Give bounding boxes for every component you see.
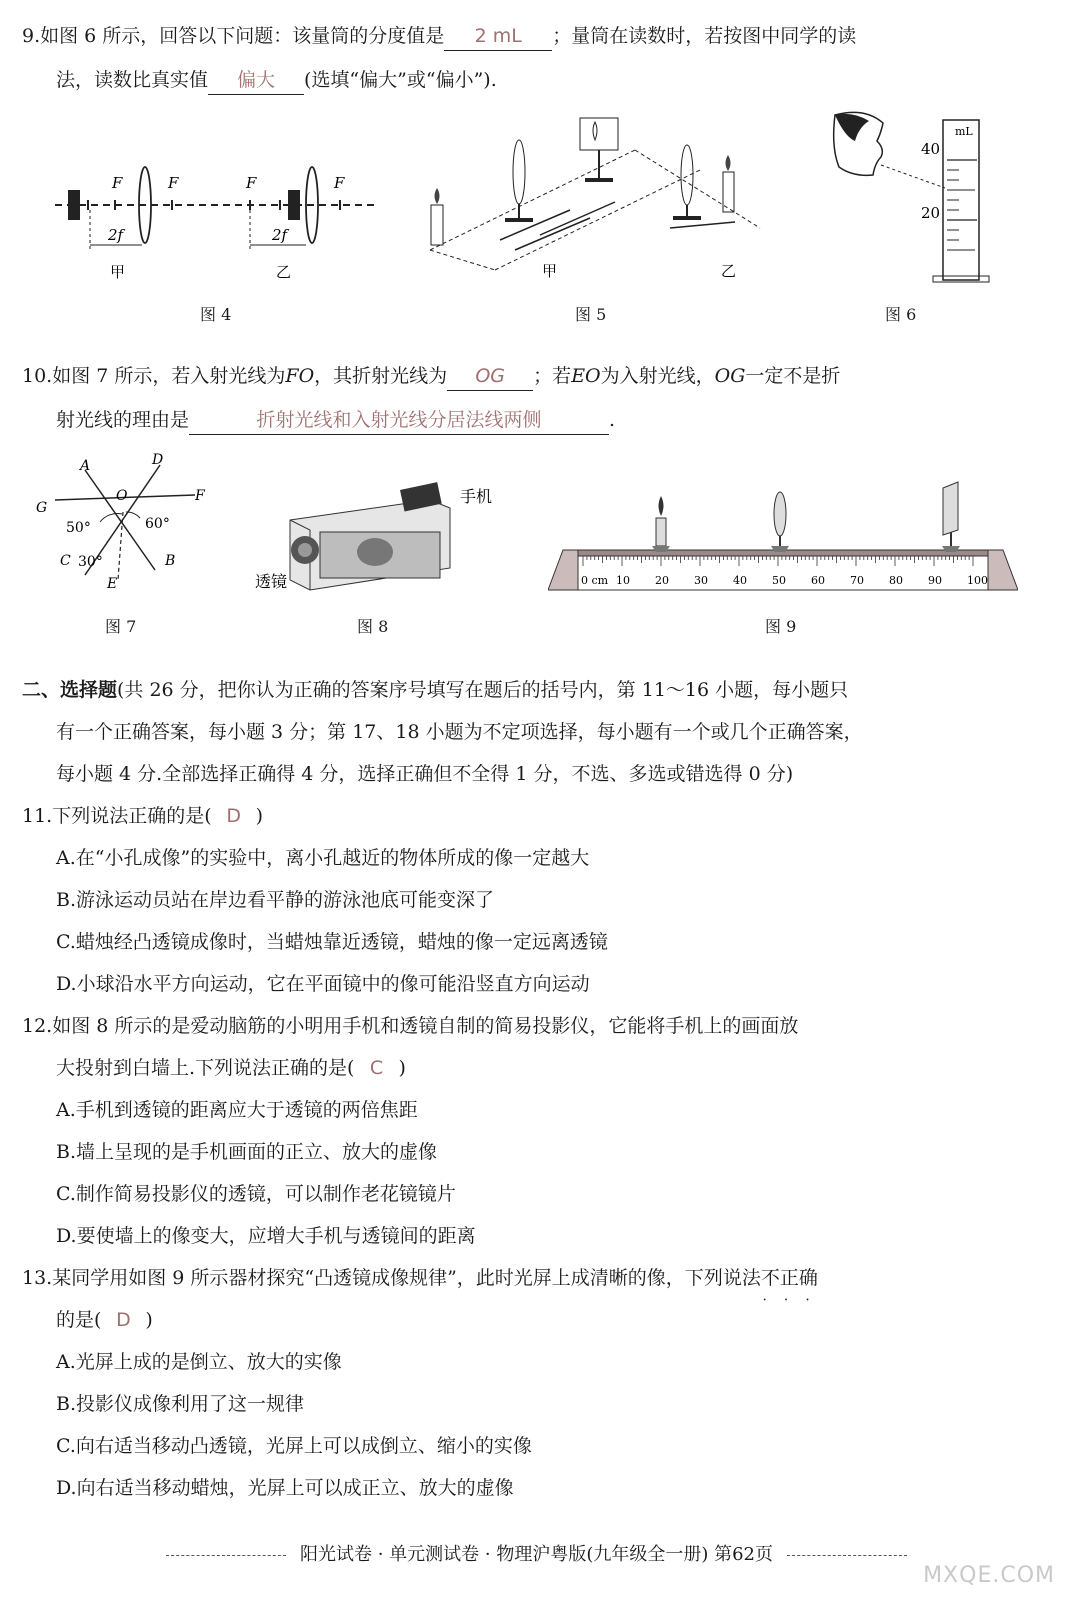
- page-footer: [0, 1540, 1073, 1566]
- fig8-label-lens: 透镜: [255, 572, 288, 591]
- q12-stem-line2: 大投射到白墙上.下列说法正确的是( C ): [56, 1054, 406, 1082]
- fig6-caption: 图 6: [885, 305, 917, 324]
- section2-line3: 每小题 4 分.全部选择正确得 4 分，选择正确但不全得 1 分，不选、多选或错选得 0 分): [56, 763, 794, 785]
- q13-stem-line1: 13.某同学用如图 9 所示器材探究“凸透镜成像规律”，此时光屏上成清晰的像，下列说法不正确 • • •: [22, 1264, 818, 1292]
- fig8-caption: 图 8: [357, 617, 389, 636]
- fig9-tick-label: 100: [967, 574, 988, 587]
- fig7-caption: 图 7: [105, 617, 137, 636]
- q13-emphasis: 不正确 • • •: [761, 1267, 818, 1289]
- fig9-tick-label: 90: [928, 574, 942, 587]
- q11-answer: D: [226, 805, 241, 827]
- q12-option-a: A.手机到透镜的距离应大于透镜的两倍焦距: [56, 1099, 418, 1121]
- fig9-tick-label: 40: [733, 574, 747, 587]
- figure-7: [30, 450, 230, 600]
- q11-option-a: A.在“小孔成像”的实验中，离小孔越近的物体所成的像一定越大: [56, 847, 590, 869]
- q9-answer-1: 2 mL: [444, 22, 552, 51]
- fig9-tick-label: 50: [772, 574, 786, 587]
- fig5-label-jia: 甲: [542, 262, 558, 280]
- section2-line1: 二、选择题(共 26 分，把你认为正确的答案序号填写在题后的括号内，第 11～16 小题，每小题只: [22, 679, 849, 701]
- q13-answer: D: [116, 1309, 131, 1331]
- q13-option-a: A.光屏上成的是倒立、放大的实像: [56, 1351, 342, 1373]
- fig4-f-left: F: [112, 174, 123, 192]
- fig9-tick-label: 10: [616, 574, 630, 587]
- fig7-label-G: G: [36, 500, 48, 516]
- q11-option-d: D.小球沿水平方向运动，它在平面镜中的像可能沿竖直方向运动: [56, 973, 590, 995]
- q12-option-d: D.要使墙上的像变大，应增大手机与透镜间的距离: [56, 1225, 476, 1247]
- fig4-f-right-2: F: [334, 174, 345, 192]
- fig5-label-yi: 乙: [721, 262, 737, 280]
- fig9-tick-label: 80: [889, 574, 903, 587]
- fig7-label-C: C: [60, 553, 71, 569]
- fig8-label-phone: 手机: [460, 487, 493, 506]
- fig7-angle-50: 50°: [66, 520, 91, 536]
- fig4-label-jia: 甲: [110, 263, 126, 281]
- q10-line2: 射光线的理由是 折射光线和入射光线分居法线两侧 .: [56, 406, 615, 435]
- fig4-2f-right: 2f: [272, 226, 288, 244]
- fig9-tick-label: 20: [655, 574, 669, 587]
- fig4-f-right: F: [168, 174, 179, 192]
- section2-line2: 有一个正确答案，每小题 3 分；第 17、18 小题为不定项选择，每小题有一个或几个正确答案，: [56, 721, 863, 743]
- section2-title: 二、选择题: [22, 679, 118, 701]
- figure-5: [425, 110, 775, 290]
- watermark: MXQE.COM: [923, 1563, 1055, 1588]
- fig9-tick-label: 70: [850, 574, 864, 587]
- fig7-label-F: F: [195, 488, 205, 504]
- fig7-label-E: E: [107, 576, 118, 592]
- q13-option-b: B.投影仪成像利用了这一规律: [56, 1393, 305, 1415]
- q10-answer-1: OG: [447, 362, 533, 391]
- fig5-caption: 图 5: [575, 305, 607, 324]
- q12-option-b: B.墙上呈现的是手机画面的正立、放大的虚像: [56, 1141, 438, 1163]
- fig7-angle-60: 60°: [145, 516, 170, 532]
- figure-8: [250, 470, 520, 600]
- figure-6: [825, 110, 1015, 290]
- fig9-tick-label: 30: [694, 574, 708, 587]
- fig7-label-D: D: [152, 452, 164, 468]
- fig4-label-yi: 乙: [276, 263, 292, 281]
- figure-4: [50, 160, 380, 290]
- footer-text: 阳光试卷 · 单元测试卷 · 物理沪粤版(九年级全一册) 第62页: [300, 1544, 773, 1565]
- fig7-label-A: A: [80, 458, 91, 474]
- fig9-tick-label: 0 cm: [581, 574, 609, 587]
- q11-stem: 11.下列说法正确的是( D ): [22, 802, 263, 830]
- fig4-caption: 图 4: [200, 305, 232, 324]
- q13-option-d: D.向右适当移动蜡烛，光屏上可以成正立、放大的虚像: [56, 1477, 514, 1499]
- fig4-2f-left: 2f: [108, 226, 124, 244]
- fig9-tick-label: 60: [811, 574, 825, 587]
- q9-line2: 法，读数比真实值 偏大 (选填“偏大”或“偏小”).: [56, 66, 497, 95]
- figure-9: [548, 480, 1018, 595]
- fig6-tick-20: 20: [921, 204, 941, 222]
- q9-line1: 9.如图 6 所示，回答以下问题：该量筒的分度值是 2 mL ；量筒在读数时，若按图中同学的读: [22, 22, 856, 51]
- fig4-f-left-2: F: [246, 174, 257, 192]
- q12-stem-line1: 12.如图 8 所示的是爱动脑筋的小明用手机和透镜自制的简易投影仪，它能将手机上的画面放: [22, 1015, 799, 1037]
- q9-answer-2: 偏大: [208, 66, 304, 95]
- q10-line1: 10.如图 7 所示，若入射光线为FO，其折射光线为 OG ；若EO为入射光线，OG一定不是折: [22, 362, 840, 391]
- fig6-unit: mL: [955, 125, 973, 138]
- q13-option-c: C.向右适当移动凸透镜，光屏上可以成倒立、缩小的实像: [56, 1435, 532, 1457]
- fig6-tick-40: 40: [921, 140, 941, 158]
- q11-option-b: B.游泳运动员站在岸边看平静的游泳池底可能变深了: [56, 889, 495, 911]
- fig7-label-B: B: [165, 553, 176, 569]
- q12-answer: C: [369, 1057, 384, 1079]
- q12-option-c: C.制作简易投影仪的透镜，可以制作老花镜镜片: [56, 1183, 456, 1205]
- q10-answer-2: 折射光线和入射光线分居法线两侧: [189, 406, 609, 435]
- fig7-angle-30: 30°: [78, 554, 103, 570]
- q13-stem-line2: 的是( D ): [56, 1306, 153, 1334]
- q11-option-c: C.蜡烛经凸透镜成像时，当蜡烛靠近透镜，蜡烛的像一定远离透镜: [56, 931, 608, 953]
- fig9-caption: 图 9: [765, 617, 797, 636]
- fig7-label-O: O: [116, 488, 128, 504]
